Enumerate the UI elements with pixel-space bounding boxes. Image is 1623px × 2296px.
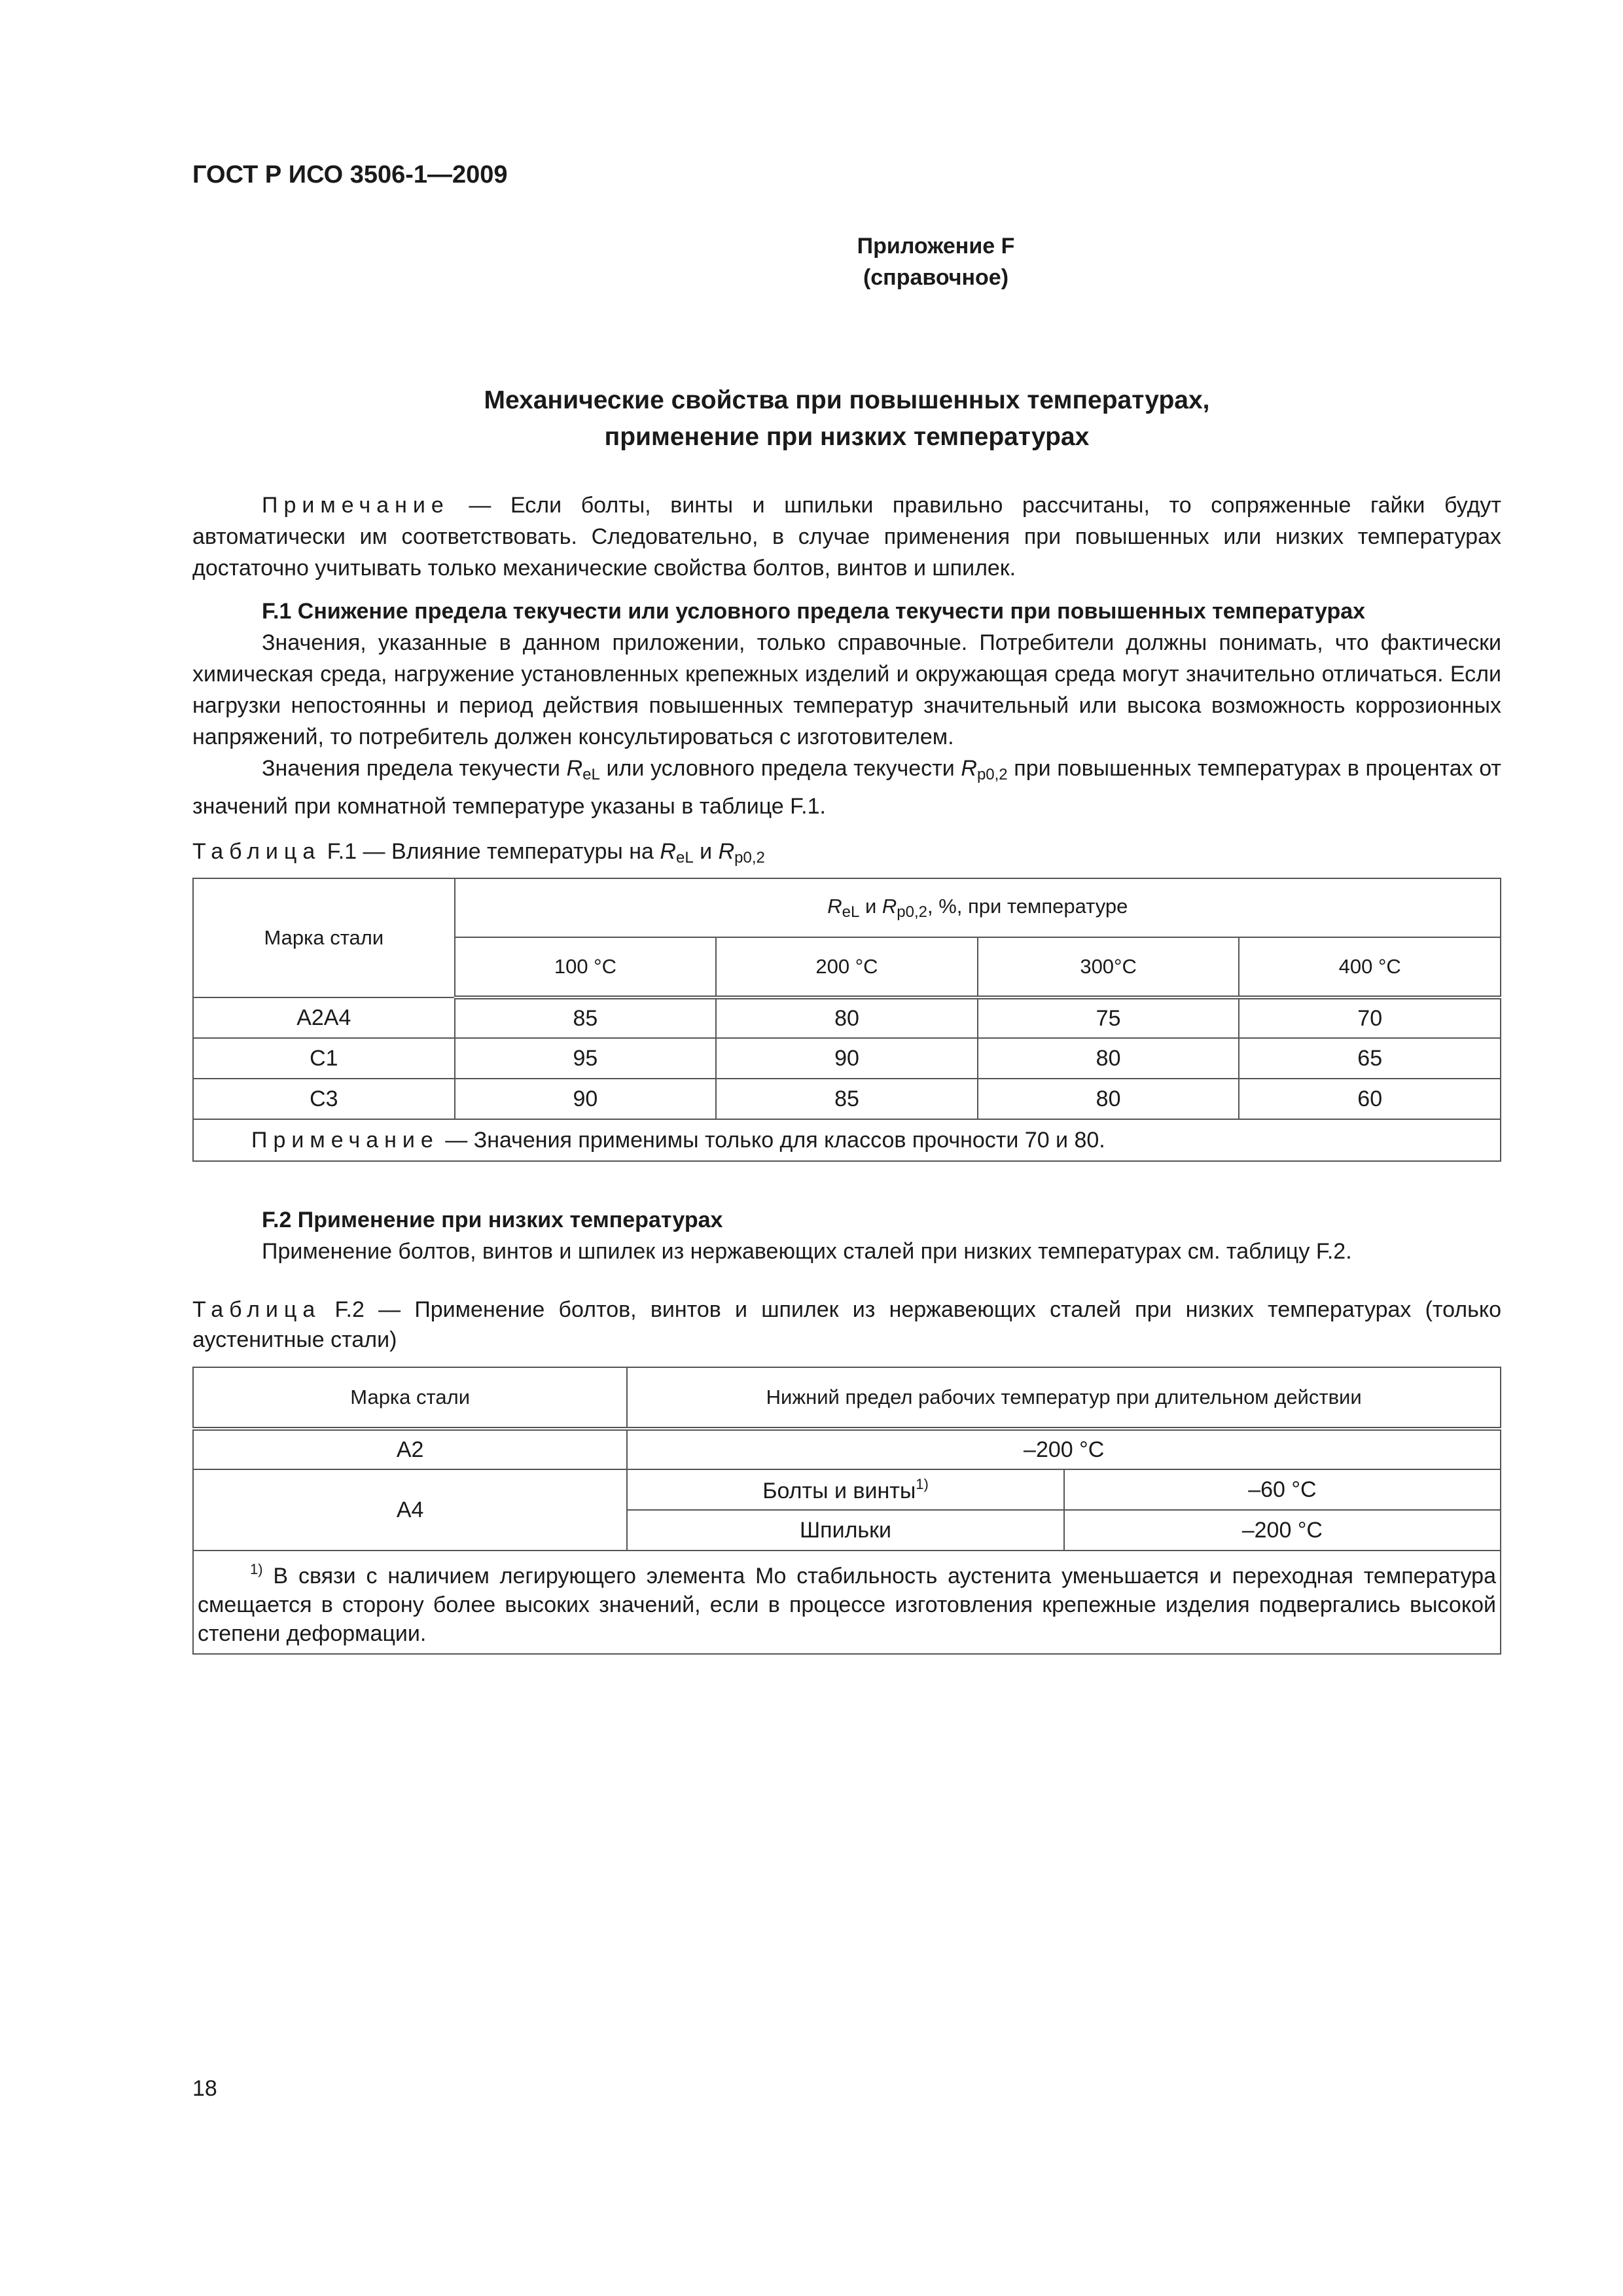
value-cell: 95 (455, 1038, 717, 1079)
table-f2-footnote-row (193, 1551, 1501, 1654)
value-cell: –200 °C (627, 1429, 1501, 1469)
note-text: — Если болты, винты и шпильки правильно рассчитаны, то сопряженные гайки будут автоматически им соответствовать. Следовательно, в случае применения при повышенных или низких температурах достаточно учитывать только механические свойства болтов, винтов и шпилек. (192, 493, 1501, 581)
subscript-el: eL (582, 766, 600, 783)
subscript-el: eL (675, 849, 694, 867)
steel-grade-cell: C1 (193, 1038, 455, 1079)
subscript-p02: p0,2 (734, 849, 765, 867)
annex-title: Приложение F (857, 234, 1015, 259)
caption-text: F.1 — Влияние температуры на (321, 839, 660, 864)
page-heading (192, 382, 1501, 456)
value-cell: 75 (978, 997, 1240, 1038)
value-cell: 85 (455, 997, 717, 1038)
table-f1-note (193, 1119, 1501, 1161)
note-label: Примечание (262, 493, 450, 518)
para2-part-b: или условного предела текучести (599, 756, 961, 781)
value-cell: 65 (1239, 1038, 1501, 1079)
temp-header: 200 °C (716, 937, 978, 997)
value-cell: 60 (1239, 1079, 1501, 1119)
page-number: 18 (192, 2076, 217, 2101)
symbol-r: R (566, 756, 583, 781)
value-cell: 80 (978, 1079, 1240, 1119)
subscript-p02: p0,2 (897, 903, 927, 921)
value-cell: 70 (1239, 997, 1501, 1038)
steel-grade-cell: A4 (193, 1469, 627, 1551)
steel-grade-header: Марка стали (193, 1367, 627, 1429)
section-f1-title: F.1 Снижение предела текучести или условного предела текучести при повышенных температурах (262, 599, 1366, 624)
value-cell: 90 (455, 1079, 717, 1119)
para2-part-c: при повышенных температурах в процентах от значений при комнатной температуре указаны в таблице F.1. (192, 756, 1501, 819)
group-header (455, 878, 1501, 937)
symbol-r: R (827, 894, 842, 918)
caption-and: и (693, 839, 719, 864)
steel-grade-cell: A2A4 (193, 997, 455, 1038)
table-f1-caption (192, 836, 1501, 873)
annex-type: (справочное) (863, 265, 1009, 290)
section-f1-paragraph-1: Значения, указанные в данном приложении, только справочные. Потребители должны понимать, что фактически химическая среда, нагружение установленных крепежных изделий и окружающая среда могут значительно отличаться. Если нагрузки непостоянны и период действия повышенных температур значительный или высока возможность коррозионных напряжений, то потребитель должен консультироваться с изготовителем. (192, 630, 1501, 749)
note-text: — Значения применимы только для классов прочности 70 и 80. (438, 1127, 1105, 1153)
steel-grade-header: Марка стали (193, 878, 455, 997)
intro-note (192, 490, 1501, 584)
temp-header: 400 °C (1239, 937, 1501, 997)
table-row (193, 1429, 1501, 1469)
document-code: ГОСТ Р ИСО 3506-1—2009 (192, 161, 508, 188)
table-f1 (192, 878, 1501, 1162)
symbol-r: R (718, 839, 735, 864)
section-f2-title: F.2 Применение при низких температурах (262, 1208, 723, 1232)
temperature-limit-header: Нижний предел рабочих температур при длительном действии (627, 1367, 1501, 1429)
temp-header: 100 °C (455, 937, 717, 997)
steel-grade-cell: C3 (193, 1079, 455, 1119)
subscript-p02: p0,2 (976, 766, 1008, 783)
footnote-text: В связи с наличием легирующего элемента Mo стабильность аустенита уменьшается и переходная температура смещается в сторону более высоких значений, если в процессе изготовления крепежные изделия подвергались высокой степени деформации. (198, 1564, 1496, 1646)
table-row (193, 1469, 1501, 1510)
value-cell: 85 (716, 1079, 978, 1119)
footnote-marker: 1) (250, 1561, 263, 1577)
table-f2-footnote (193, 1551, 1501, 1654)
value-cell: –60 °C (1064, 1469, 1501, 1510)
table-f2-header-row (193, 1367, 1501, 1429)
footnote-marker: 1) (916, 1475, 929, 1492)
table-row (193, 997, 1501, 1038)
fastener-type-cell: Шпильки (627, 1510, 1063, 1551)
value-cell: –200 °C (1064, 1510, 1501, 1551)
table-f1-header-row-1 (193, 878, 1501, 937)
table-row (193, 1079, 1501, 1119)
annex-block (0, 230, 1623, 293)
table-f2-caption (192, 1295, 1501, 1355)
caption-text: F.2 — Применение болтов, винтов и шпилек из нержавеющих сталей при низких температурах (только аустенитные стали) (192, 1297, 1501, 1352)
heading-line-2: применение при низких температурах (604, 423, 1090, 451)
section-f2-paragraph: Применение болтов, винтов и шпилек из нержавеющих сталей при низких температурах см. таблицу F.2. (262, 1239, 1352, 1264)
fastener-type-cell (627, 1469, 1063, 1510)
note-label: Примечание (251, 1127, 439, 1153)
value-cell: 80 (978, 1038, 1240, 1079)
section-f1-paragraph-2 (192, 753, 1501, 822)
heading-line-1: Механические свойства при повышенных температурах, (484, 386, 1210, 414)
value-cell: 80 (716, 997, 978, 1038)
caption-label: Таблица (192, 839, 321, 864)
para2-part-a: Значения предела текучести (262, 756, 567, 781)
symbol-r: R (660, 839, 676, 864)
symbol-r: R (961, 756, 977, 781)
symbol-r: R (882, 894, 897, 918)
steel-grade-cell: A2 (193, 1429, 627, 1469)
temp-header: 300°C (978, 937, 1240, 997)
header-and: и (859, 894, 882, 918)
table-f2 (192, 1367, 1501, 1655)
group-header-suffix: , %, при температуре (927, 894, 1128, 918)
bolts-label: Болты и винты (762, 1478, 916, 1503)
table-row (193, 1038, 1501, 1079)
value-cell: 90 (716, 1038, 978, 1079)
subscript-el: eL (842, 903, 860, 921)
table-f1-note-row (193, 1119, 1501, 1161)
caption-label: Таблица (192, 1297, 321, 1322)
